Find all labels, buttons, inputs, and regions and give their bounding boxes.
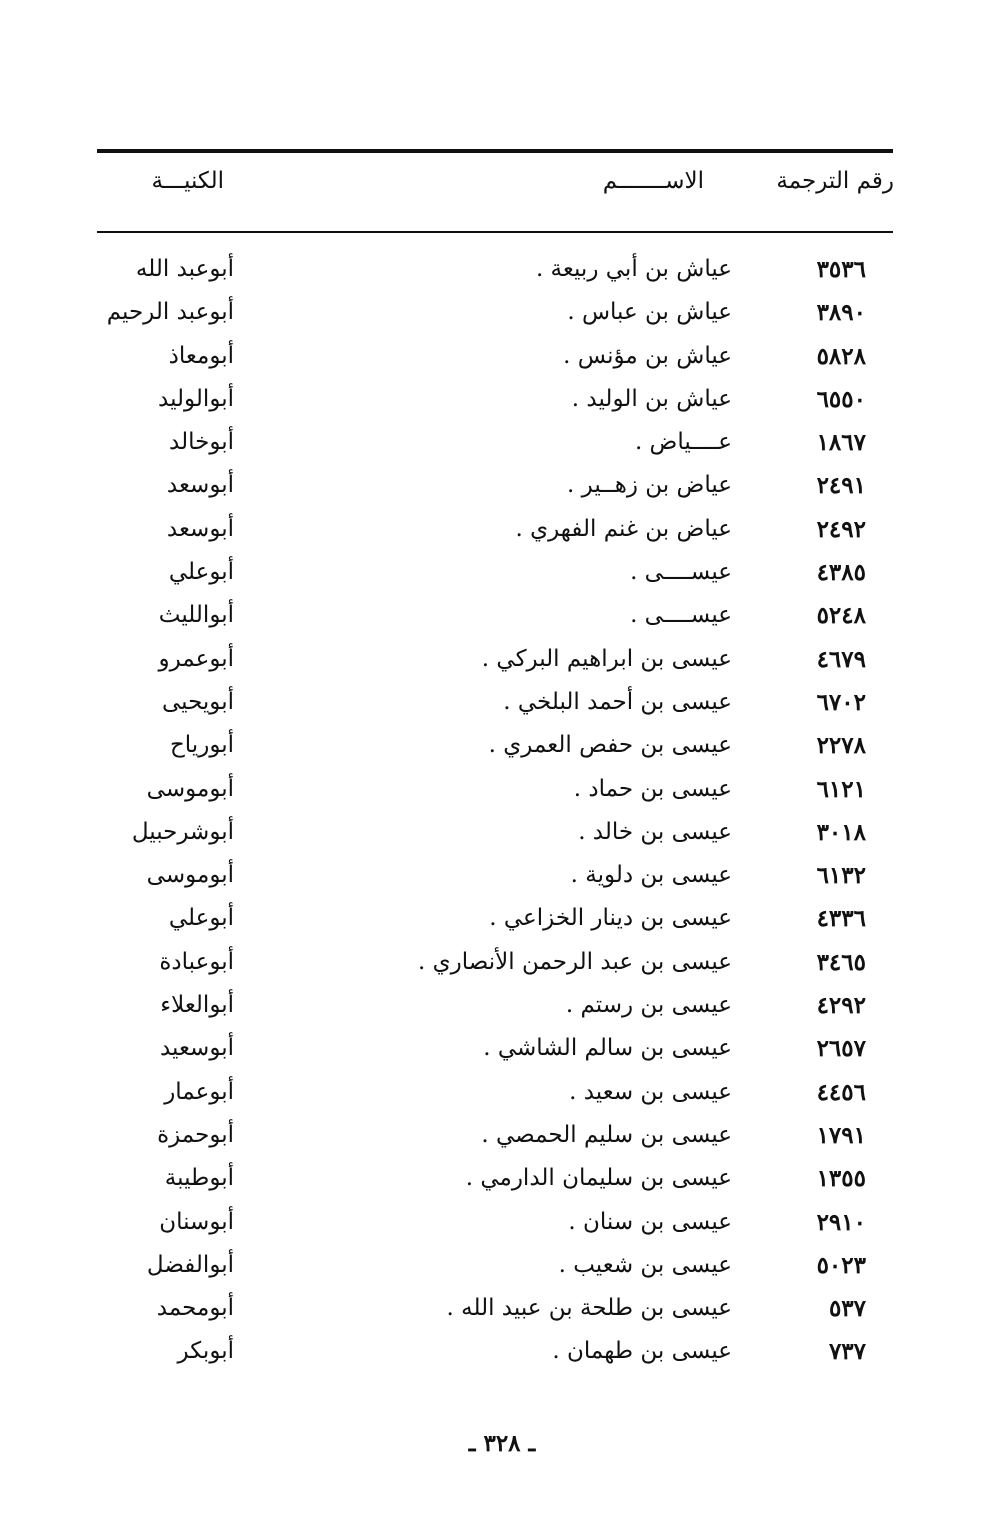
entry-number: ٥٨٢٨: [816, 342, 866, 370]
header-kunya: الكنيـــة: [151, 168, 224, 194]
entry-name: عيسى بن حفص العمري .: [488, 732, 732, 759]
entry-kunya: أبويحيى: [161, 688, 234, 715]
table-row: [0, 1161, 1004, 1204]
entry-kunya: أبوعبادة: [159, 948, 234, 975]
table-row: [0, 728, 1004, 771]
table-row: [0, 685, 1004, 728]
entry-kunya: أبوعبد الله: [135, 256, 234, 282]
entry-name: عيسى بن شعيب .: [558, 1251, 732, 1278]
entry-name: عياش بن عباس .: [567, 299, 732, 326]
table-row: [0, 295, 1004, 338]
entry-name: عيسى بن سالم الشاشي .: [483, 1035, 732, 1062]
table-row: [0, 512, 1004, 555]
entry-kunya: أبوعلي: [168, 905, 234, 932]
table-top-rule: [97, 149, 893, 153]
table-row: [0, 339, 1004, 382]
entry-number: ٣٥٣٦: [816, 256, 866, 283]
entry-kunya: أبوعلي: [168, 559, 234, 586]
entry-number: ٤٣٣٦: [816, 905, 866, 933]
entry-number: ١٨٦٧: [816, 429, 866, 457]
table-row: [0, 988, 1004, 1031]
table-header-rule: [97, 231, 893, 233]
table-row: [0, 252, 1004, 295]
entry-name: عياش بن مؤنس .: [563, 342, 732, 369]
entry-number: ٢٤٩٢: [816, 515, 866, 543]
entry-kunya: أبوسعد: [166, 515, 234, 542]
entry-number: ٧٣٧: [828, 1338, 866, 1366]
entry-kunya: أبوموسى: [146, 775, 234, 802]
entry-number: ٢٤٩١: [816, 472, 866, 500]
entry-name: عيسى بن طلحة بن عبيد الله .: [446, 1295, 732, 1322]
entry-number: ٦٥٥٠: [816, 385, 866, 413]
entry-name: عيســــى .: [630, 559, 732, 586]
table-row: [0, 382, 1004, 425]
table-row: [0, 815, 1004, 858]
entry-name: عيســــى .: [630, 602, 732, 629]
entry-name: عياش بن أبي ربيعة .: [535, 256, 732, 282]
entry-number: ٤٢٩٢: [816, 992, 866, 1020]
entry-kunya: أبورياح: [169, 732, 234, 759]
entry-kunya: أبوبكر: [177, 1338, 234, 1365]
entry-name: عيسى بن سنان .: [568, 1208, 732, 1235]
entry-number: ١٧٩١: [816, 1121, 866, 1149]
table-row: [0, 642, 1004, 685]
entry-number: ٢٩١٠: [816, 1208, 866, 1236]
entry-kunya: أبوالفضل: [146, 1251, 234, 1278]
table-row: [0, 1075, 1004, 1118]
entry-name: عيسى بن ابراهيم البركي .: [481, 645, 732, 672]
table-body: [0, 252, 1004, 1378]
entry-kunya: أبوالعلاء: [160, 992, 234, 1019]
entry-name: عيسى بن أحمد البلخي .: [503, 688, 732, 715]
entry-number: ٦١٣٢: [816, 862, 866, 890]
entry-kunya: أبوسنان: [159, 1208, 234, 1235]
table-row: [0, 901, 1004, 944]
entry-kunya: أبومعاذ: [168, 342, 234, 369]
table-row: [0, 598, 1004, 641]
table-row: [0, 555, 1004, 598]
entry-name: عيسى بن رستم .: [565, 992, 732, 1019]
table-row: [0, 425, 1004, 468]
entry-name: عيسى بن سليمان الدارمي .: [465, 1165, 732, 1192]
entry-number: ٣٠١٨: [816, 818, 866, 846]
entry-kunya: أبوعبد الرحيم: [106, 299, 234, 326]
table-row: [0, 1291, 1004, 1334]
entry-number: ٦٧٠٢: [816, 688, 866, 716]
header-number: رقم الترجمة: [776, 168, 894, 194]
table-row: [0, 468, 1004, 511]
entry-number: ٦١٢١: [816, 775, 866, 803]
entry-number: ٥٢٤٨: [816, 602, 866, 630]
table-row: [0, 1205, 1004, 1248]
entry-kunya: أبوعمرو: [158, 645, 234, 672]
entry-name: عيسى بن سليم الحمصي .: [481, 1121, 732, 1148]
entry-kunya: أبوالوليد: [158, 385, 234, 412]
table-row: [0, 1334, 1004, 1377]
table-row: [0, 945, 1004, 988]
entry-number: ٤٣٨٥: [816, 559, 866, 587]
table-row: [0, 1248, 1004, 1291]
entry-kunya: أبوموسى: [146, 862, 234, 889]
entry-name: عيسى بن دينار الخزاعي .: [489, 905, 732, 932]
header-name: الاســـــــم: [602, 168, 704, 194]
entry-number: ٥٠٢٣: [816, 1251, 866, 1279]
entry-kunya: أبوسعيد: [159, 1035, 234, 1062]
entry-number: ٢٦٥٧: [816, 1035, 866, 1063]
entry-name: عيسى بن حماد .: [573, 775, 732, 802]
entry-name: عيسى بن خالد .: [578, 818, 732, 845]
table-row: [0, 858, 1004, 901]
entry-kunya: أبوشرحبيل: [131, 818, 234, 845]
entry-kunya: أبومحمد: [156, 1295, 234, 1322]
entry-kunya: أبوعمار: [164, 1078, 234, 1105]
table-row: [0, 772, 1004, 815]
entry-name: عيسى بن سعيد .: [569, 1078, 732, 1105]
entry-kunya: أبوطيبة: [164, 1165, 234, 1192]
entry-number: ٣٤٦٥: [816, 948, 866, 976]
entry-name: عياض بن غنم الفهري .: [515, 515, 732, 542]
entry-kunya: أبوسعد: [166, 472, 234, 499]
entry-name: عياش بن الوليد .: [571, 385, 732, 412]
entry-name: عياض بن زهــير .: [567, 472, 732, 499]
entry-name: عيسى بن دلوية .: [570, 862, 732, 889]
entry-kunya: أبوالليث: [158, 602, 234, 629]
entry-name: عيسى بن عبد الرحمن الأنصاري .: [418, 948, 732, 975]
entry-number: ١٣٥٥: [816, 1165, 866, 1193]
entry-number: ٥٣٧: [828, 1295, 866, 1323]
entry-number: ٣٨٩٠: [816, 299, 866, 327]
page-number: ـ ٣٢٨ ـ: [468, 1430, 536, 1457]
entry-name: عــــياض .: [634, 429, 732, 456]
entry-kunya: أبوخالد: [169, 429, 234, 456]
entry-number: ٤٤٥٦: [816, 1078, 866, 1106]
entry-number: ٢٢٧٨: [816, 732, 866, 760]
table-row: [0, 1118, 1004, 1161]
table-row: [0, 1031, 1004, 1074]
entry-name: عيسى بن طهمان .: [552, 1338, 732, 1365]
entry-kunya: أبوحمزة: [157, 1121, 234, 1148]
entry-number: ٤٦٧٩: [816, 645, 866, 673]
